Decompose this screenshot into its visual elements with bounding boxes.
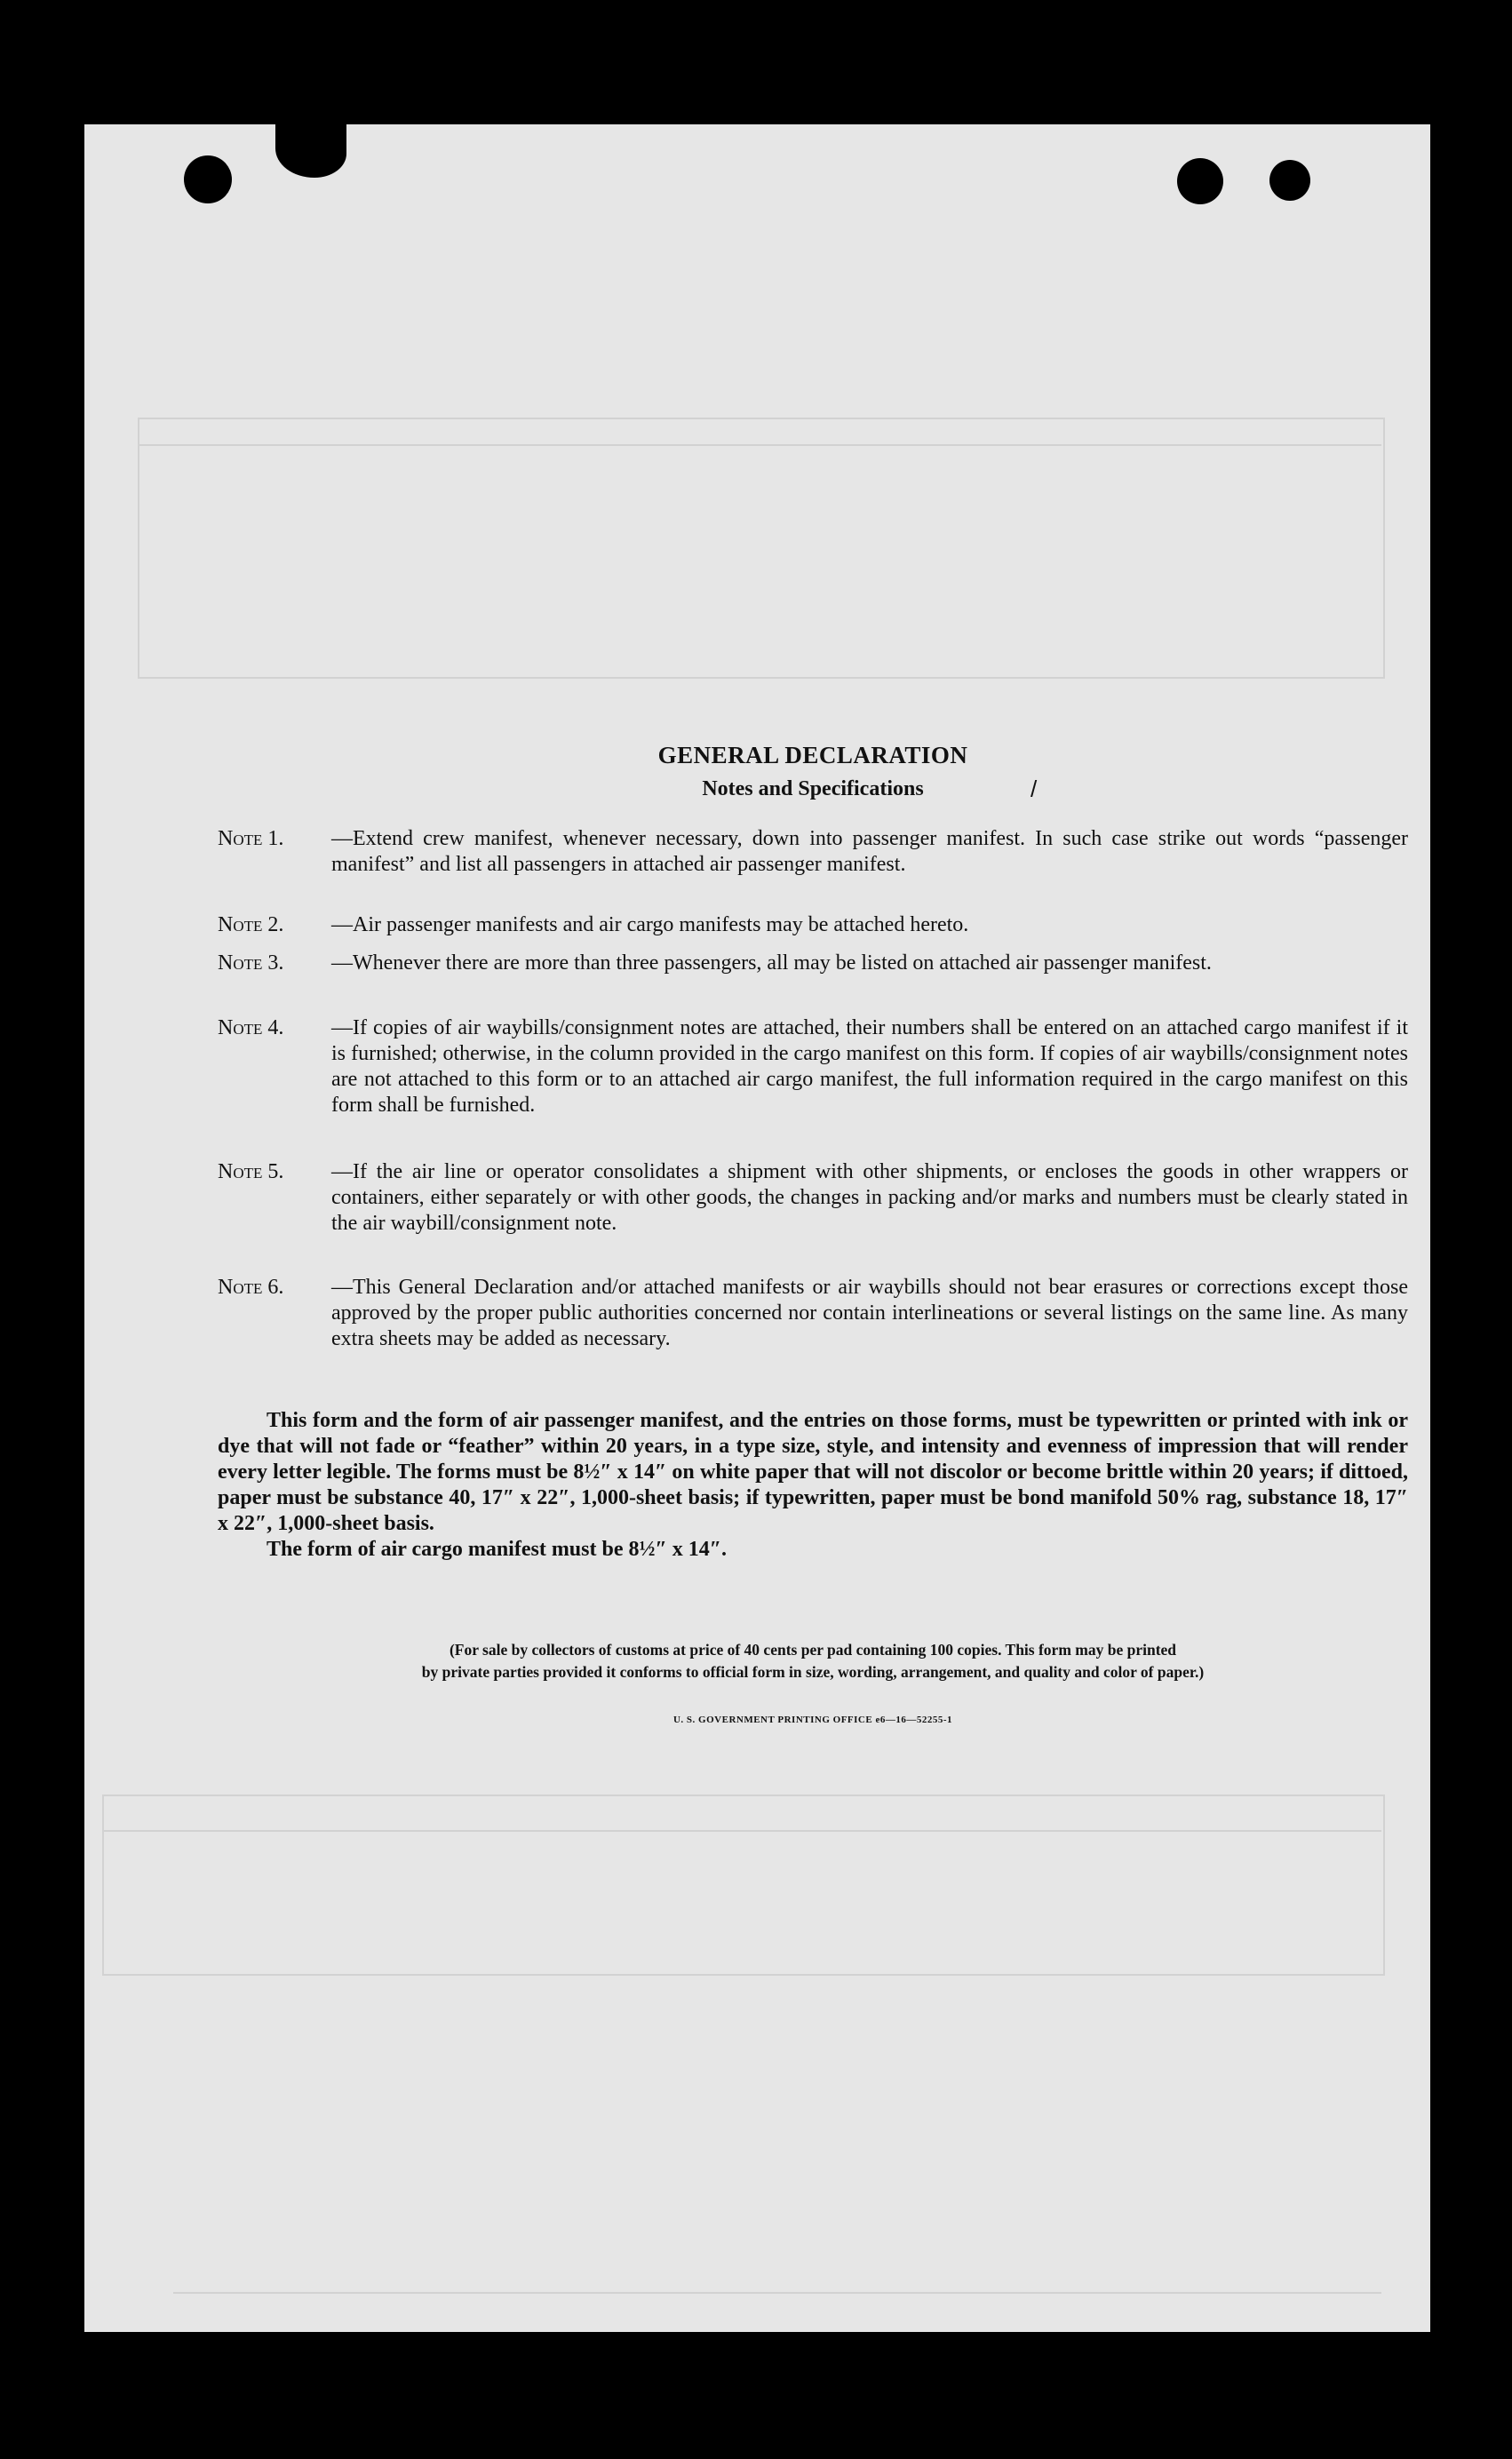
note-label: Note 6. bbox=[218, 1276, 284, 1299]
note-text: —If the air line or operator consolidates a shipment with other shipments, or encloses the goods in other wrappers or containers, either separately or with other goods, the changes in packing and/or marks and numbers must be clearly stated in the air waybill/consignment note. bbox=[331, 1160, 1408, 1235]
note-text: —If copies of air waybills/consignment notes are attached, their numbers shall be entered on an attached cargo manifest if it is furnished; otherwise, in the column provided in the cargo manifest on this form. If copies of air waybills/consignment notes are not attached to this form or to an attached air cargo manifest, the full information required in the cargo manifest on this form shall be furnished. bbox=[331, 1016, 1408, 1117]
printer-line: U. S. GOVERNMENT PRINTING OFFICE e6—16—52255-1 bbox=[672, 1715, 952, 1725]
bleed-through-table bbox=[102, 1795, 1385, 1976]
punch-hole bbox=[1269, 160, 1310, 201]
note-text: —Air passenger manifests and air cargo manifests may be attached hereto. bbox=[331, 913, 969, 936]
paragraph-2: The form of air cargo manifest must be 8½″ x 14″. bbox=[267, 1538, 727, 1561]
bleed-through-rule bbox=[173, 2292, 1381, 2294]
paragraph-1: This form and the form of air passenger manifest, and the entries on those forms, must be typewritten or printed with ink or dye that will not fade or “feather” within 20 years, in a type size, style, and intensity and evenness of impression that will render every letter legible. The forms must be 8½″ x 14″ on white paper that will not discolor or become brittle within 20 years; if dittoed, paper must be substance 40, 17″ x 22″, 1,000-sheet basis; if typewritten, paper must be bond manifold 50% rag, substance 18, 17″ x 22″, 1,000-sheet basis. bbox=[218, 1409, 1408, 1535]
page-title: GENERAL DECLARATION bbox=[657, 742, 968, 768]
torn-corner bbox=[275, 124, 346, 178]
bleed-through-rule bbox=[102, 1830, 1381, 1832]
note-6 bbox=[218, 1275, 1408, 1352]
bleed-through-table bbox=[138, 418, 1385, 679]
note-label: Note 3. bbox=[218, 951, 284, 975]
page-subtitle: Notes and Specifications bbox=[702, 777, 924, 800]
sale-notice-line-2: by private parties provided it conforms to official form in size, wording, arrangement, and quality and color of paper.) bbox=[421, 1663, 1205, 1681]
sale-notice-line-1: (For sale by collectors of customs at price of 40 cents per pad containing 100 copies. This form may be printed bbox=[449, 1641, 1177, 1659]
note-label: Note 1. bbox=[218, 827, 284, 850]
note-1 bbox=[218, 826, 1408, 878]
document-page bbox=[84, 124, 1430, 2332]
punch-hole bbox=[1177, 158, 1223, 204]
specification-paragraph bbox=[218, 1408, 1408, 1563]
note-4 bbox=[218, 1015, 1408, 1118]
note-text: —This General Declaration and/or attached manifests or air waybills should not bear erasures or corrections except those approved by the proper public authorities concerned nor contain interlineations or several listings on the same line. As many extra sheets may be added as necessary. bbox=[331, 1276, 1408, 1350]
sale-notice bbox=[218, 1639, 1408, 1683]
punch-hole bbox=[184, 155, 232, 203]
note-3 bbox=[218, 951, 1408, 976]
note-label: Note 2. bbox=[218, 913, 284, 936]
handwritten-mark: / bbox=[1031, 776, 1038, 802]
note-label: Note 4. bbox=[218, 1016, 284, 1039]
note-5 bbox=[218, 1159, 1408, 1237]
note-2 bbox=[218, 912, 1408, 938]
note-text: —Whenever there are more than three passengers, all may be listed on attached air passenger manifest. bbox=[331, 951, 1212, 975]
note-text: —Extend crew manifest, whenever necessary, down into passenger manifest. In such case strike out words “passenger manifest” and list all passengers in attached air passenger manifest. bbox=[331, 827, 1408, 876]
note-label: Note 5. bbox=[218, 1160, 284, 1183]
